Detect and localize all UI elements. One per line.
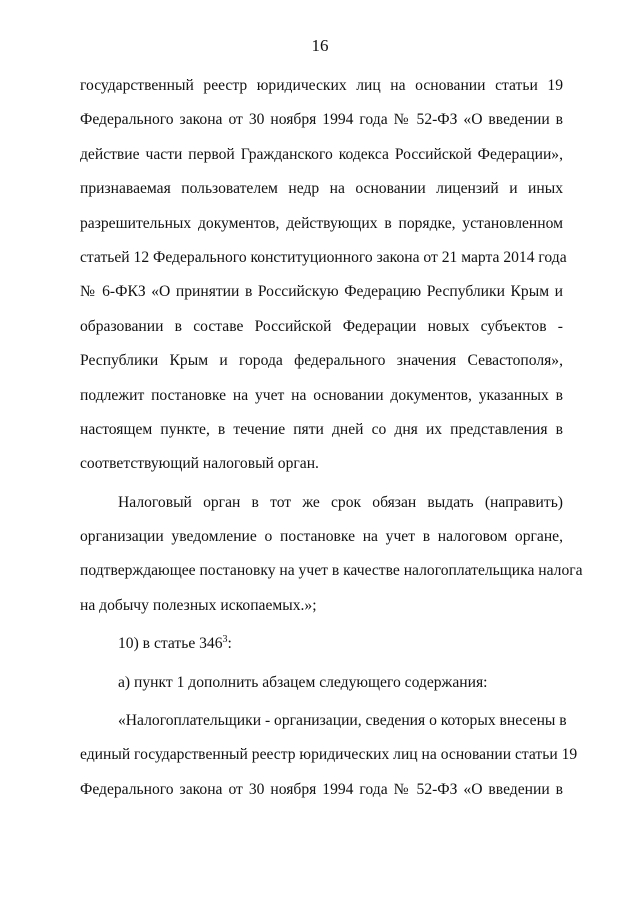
text-line: Федерального закона от 30 ноября 1994 года № 52-ФЗ «О введении в: [80, 111, 563, 129]
text-line: разрешительных документов, действующих в порядке, установленном: [80, 214, 563, 232]
text-line: признаваемая пользователем недр на основании лицензий и иных: [80, 180, 563, 198]
sub-item-a: [80, 666, 563, 700]
text-line: а) пункт 1 дополнить абзацем следующего содержания:: [118, 673, 488, 691]
quoted-paragraph: [80, 704, 578, 807]
text-line: № 6-ФКЗ «О принятии в Российскую Федерацию Республики Крым и: [80, 283, 563, 301]
superscript: 3: [222, 634, 228, 646]
text-line: образовании в составе Российской Федерации новых субъектов -: [80, 317, 563, 335]
document-body: [80, 69, 583, 807]
text-line: государственный реестр юридических лиц на основании статьи 19: [80, 77, 563, 94]
text-line: организации уведомление о постановке на учет в налоговом органе,: [80, 528, 563, 546]
text-line: действие части первой Гражданского кодекса Российской Федерации»,: [80, 145, 563, 163]
page-number: 16: [311, 36, 329, 55]
text-line: «Налогоплательщики - организации, сведения о которых внесены в: [118, 712, 567, 730]
item-10-text: 10) в статье 346: [118, 635, 223, 653]
text-line: настоящем пункте, в течение пяти дней со дня их представления в: [80, 420, 563, 438]
item-10-colon: :: [227, 635, 232, 653]
text-line: Федерального закона от 30 ноября 1994 года № 52-ФЗ «О введении в: [80, 780, 563, 798]
item-10: [80, 627, 563, 661]
text-line: на добычу полезных ископаемых.»;: [80, 596, 317, 614]
paragraph-tax-authority: [80, 486, 583, 624]
text-line: подлежит постановке на учет на основании документов, указанных в: [80, 386, 563, 404]
text-line: Налоговый орган в тот же срок обязан выдать (направить): [118, 493, 563, 511]
text-line: подтверждающее постановку на учет в качестве налогоплательщика налога: [80, 562, 583, 580]
text-line: соответствующий налоговый орган.: [80, 455, 319, 473]
text-line: Республики Крым и города федерального значения Севастополя»,: [80, 352, 563, 370]
text-line: [80, 627, 563, 661]
text-line: статьей 12 Федерального конституционного закона от 21 марта 2014 года: [80, 248, 567, 266]
text-line: единый государственный реестр юридических лиц на основании статьи 19: [80, 746, 578, 764]
paragraph-continuation: [80, 69, 567, 482]
